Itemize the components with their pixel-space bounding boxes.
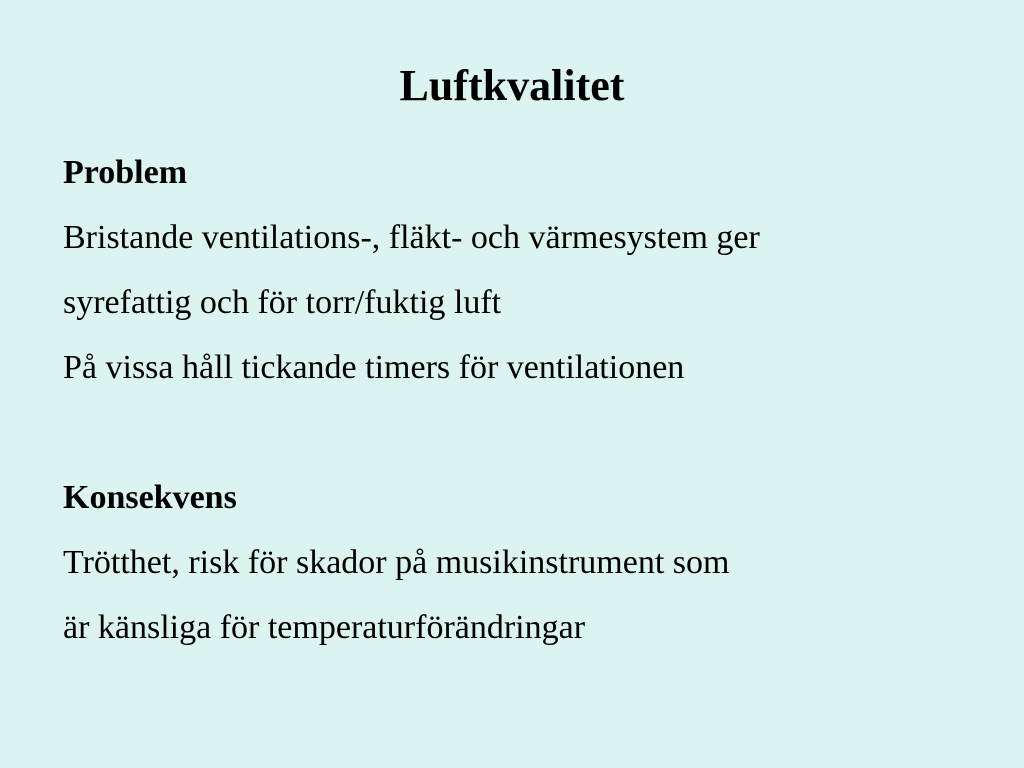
problem-line-1: Bristande ventilations-, fläkt- och värmesystem ger [63, 219, 760, 256]
section-heading-konsekvens: Konsekvens [63, 479, 237, 516]
problem-line-2: syrefattig och för torr/fuktig luft [63, 284, 502, 321]
section-heading-problem: Problem [63, 154, 188, 191]
slide-title: Luftkvalitet [399, 61, 625, 110]
section-spacer [63, 400, 983, 465]
konsekvens-line-2: är känsliga för temperaturförändringar [63, 609, 586, 646]
section-problem [63, 140, 983, 400]
konsekvens-line-1: Trötthet, risk för skador på musikinstrument som [63, 544, 730, 581]
section-konsekvens [63, 465, 983, 660]
slide-body [63, 140, 983, 660]
problem-line-3: På vissa håll tickande timers för ventilationen [63, 349, 685, 386]
